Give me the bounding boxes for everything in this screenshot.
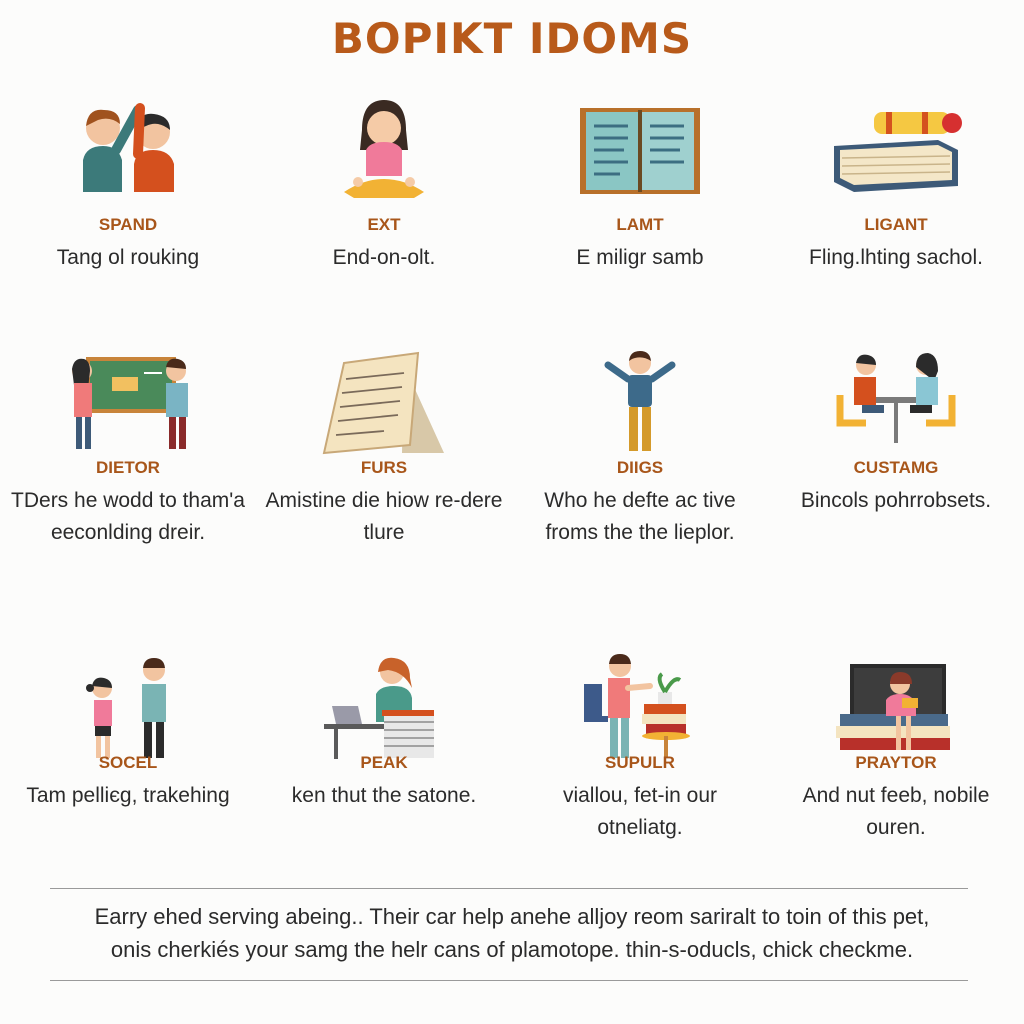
idiom-description: ken thut the satone.	[291, 784, 477, 807]
idiom-description: Tam pelliєg, trakehing	[26, 784, 230, 807]
idiom-description: Tang ol rouking	[56, 246, 200, 269]
two-kids-talking-icon	[58, 650, 198, 768]
girl-reading-on-books-icon	[826, 650, 966, 768]
idiom-description: And nut feeb, nobile ouren.	[802, 784, 990, 839]
idiom-description: viallou, fet-in our otneliatg.	[562, 784, 718, 839]
chalkboard-icon	[58, 345, 198, 463]
idiom-label: LAMT	[616, 215, 664, 234]
idiom-description: Who he defte ac tive froms the the lieplor.	[544, 489, 736, 544]
idiom-card	[0, 625, 256, 915]
idiom-card	[768, 85, 1024, 330]
idiom-description: Amistine die hiow re-dere tlure	[265, 489, 503, 544]
paper-scroll-icon	[314, 345, 454, 463]
book-and-pencil-icon	[826, 90, 966, 208]
idiom-label: PRAYTOR	[855, 753, 937, 772]
idiom-description: End-on-olt.	[332, 246, 436, 269]
idiom-card	[0, 330, 256, 625]
idiom-label: EXT	[367, 215, 401, 234]
idiom-label: SOCEL	[98, 753, 158, 772]
footer-text	[40, 900, 984, 966]
idiom-label: DIIGS	[616, 458, 664, 477]
girl-at-laptop-icon	[314, 650, 454, 768]
footer-line-1: Earry ehed serving abeing.. Their car help anehe alljoy reom sariralt to toin of this pet,	[94, 904, 930, 929]
footer-top-divider	[50, 888, 968, 889]
open-book-icon	[570, 90, 710, 208]
meeting-table-icon	[826, 345, 966, 463]
idiom-description: Bincols pohrrobsets.	[800, 489, 992, 512]
idiom-label: FURS	[360, 458, 408, 477]
idiom-description: Fling.lhting sachol.	[809, 246, 983, 269]
footer-line-2: onis cherkiés your samg the helr cans of plamotope. thin-s-oducls, chick checkme.	[110, 937, 914, 962]
idiom-label: CUSTAMG	[853, 458, 939, 477]
idiom-description: TDers he wodd to tham'a eeconlding dreir.	[11, 489, 245, 544]
idiom-label: LIGANT	[864, 215, 928, 234]
idiom-card	[768, 330, 1024, 625]
boy-with-plant-icon	[570, 650, 710, 768]
standing-boy-icon	[570, 345, 710, 463]
idiom-card	[256, 625, 512, 915]
idiom-label: DIETOR	[96, 458, 160, 477]
idiom-card	[768, 625, 1024, 915]
idiom-card	[0, 85, 256, 330]
idiom-label: SPAND	[98, 215, 158, 234]
high-five-kids-icon	[58, 90, 198, 208]
idiom-card	[512, 625, 768, 915]
idiom-card	[512, 330, 768, 625]
idiom-card	[512, 85, 768, 330]
page-title: BOPIKT IDOMS	[331, 14, 693, 63]
idiom-card	[256, 85, 512, 330]
idiom-description: E miligr samb	[576, 246, 704, 269]
idiom-card	[256, 330, 512, 625]
idiom-label: SUPULR	[605, 753, 675, 772]
footer-bottom-divider	[50, 980, 968, 981]
idiom-label: PEAK	[360, 753, 408, 772]
meditating-girl-icon	[314, 90, 454, 208]
idiom-grid	[0, 85, 1024, 915]
